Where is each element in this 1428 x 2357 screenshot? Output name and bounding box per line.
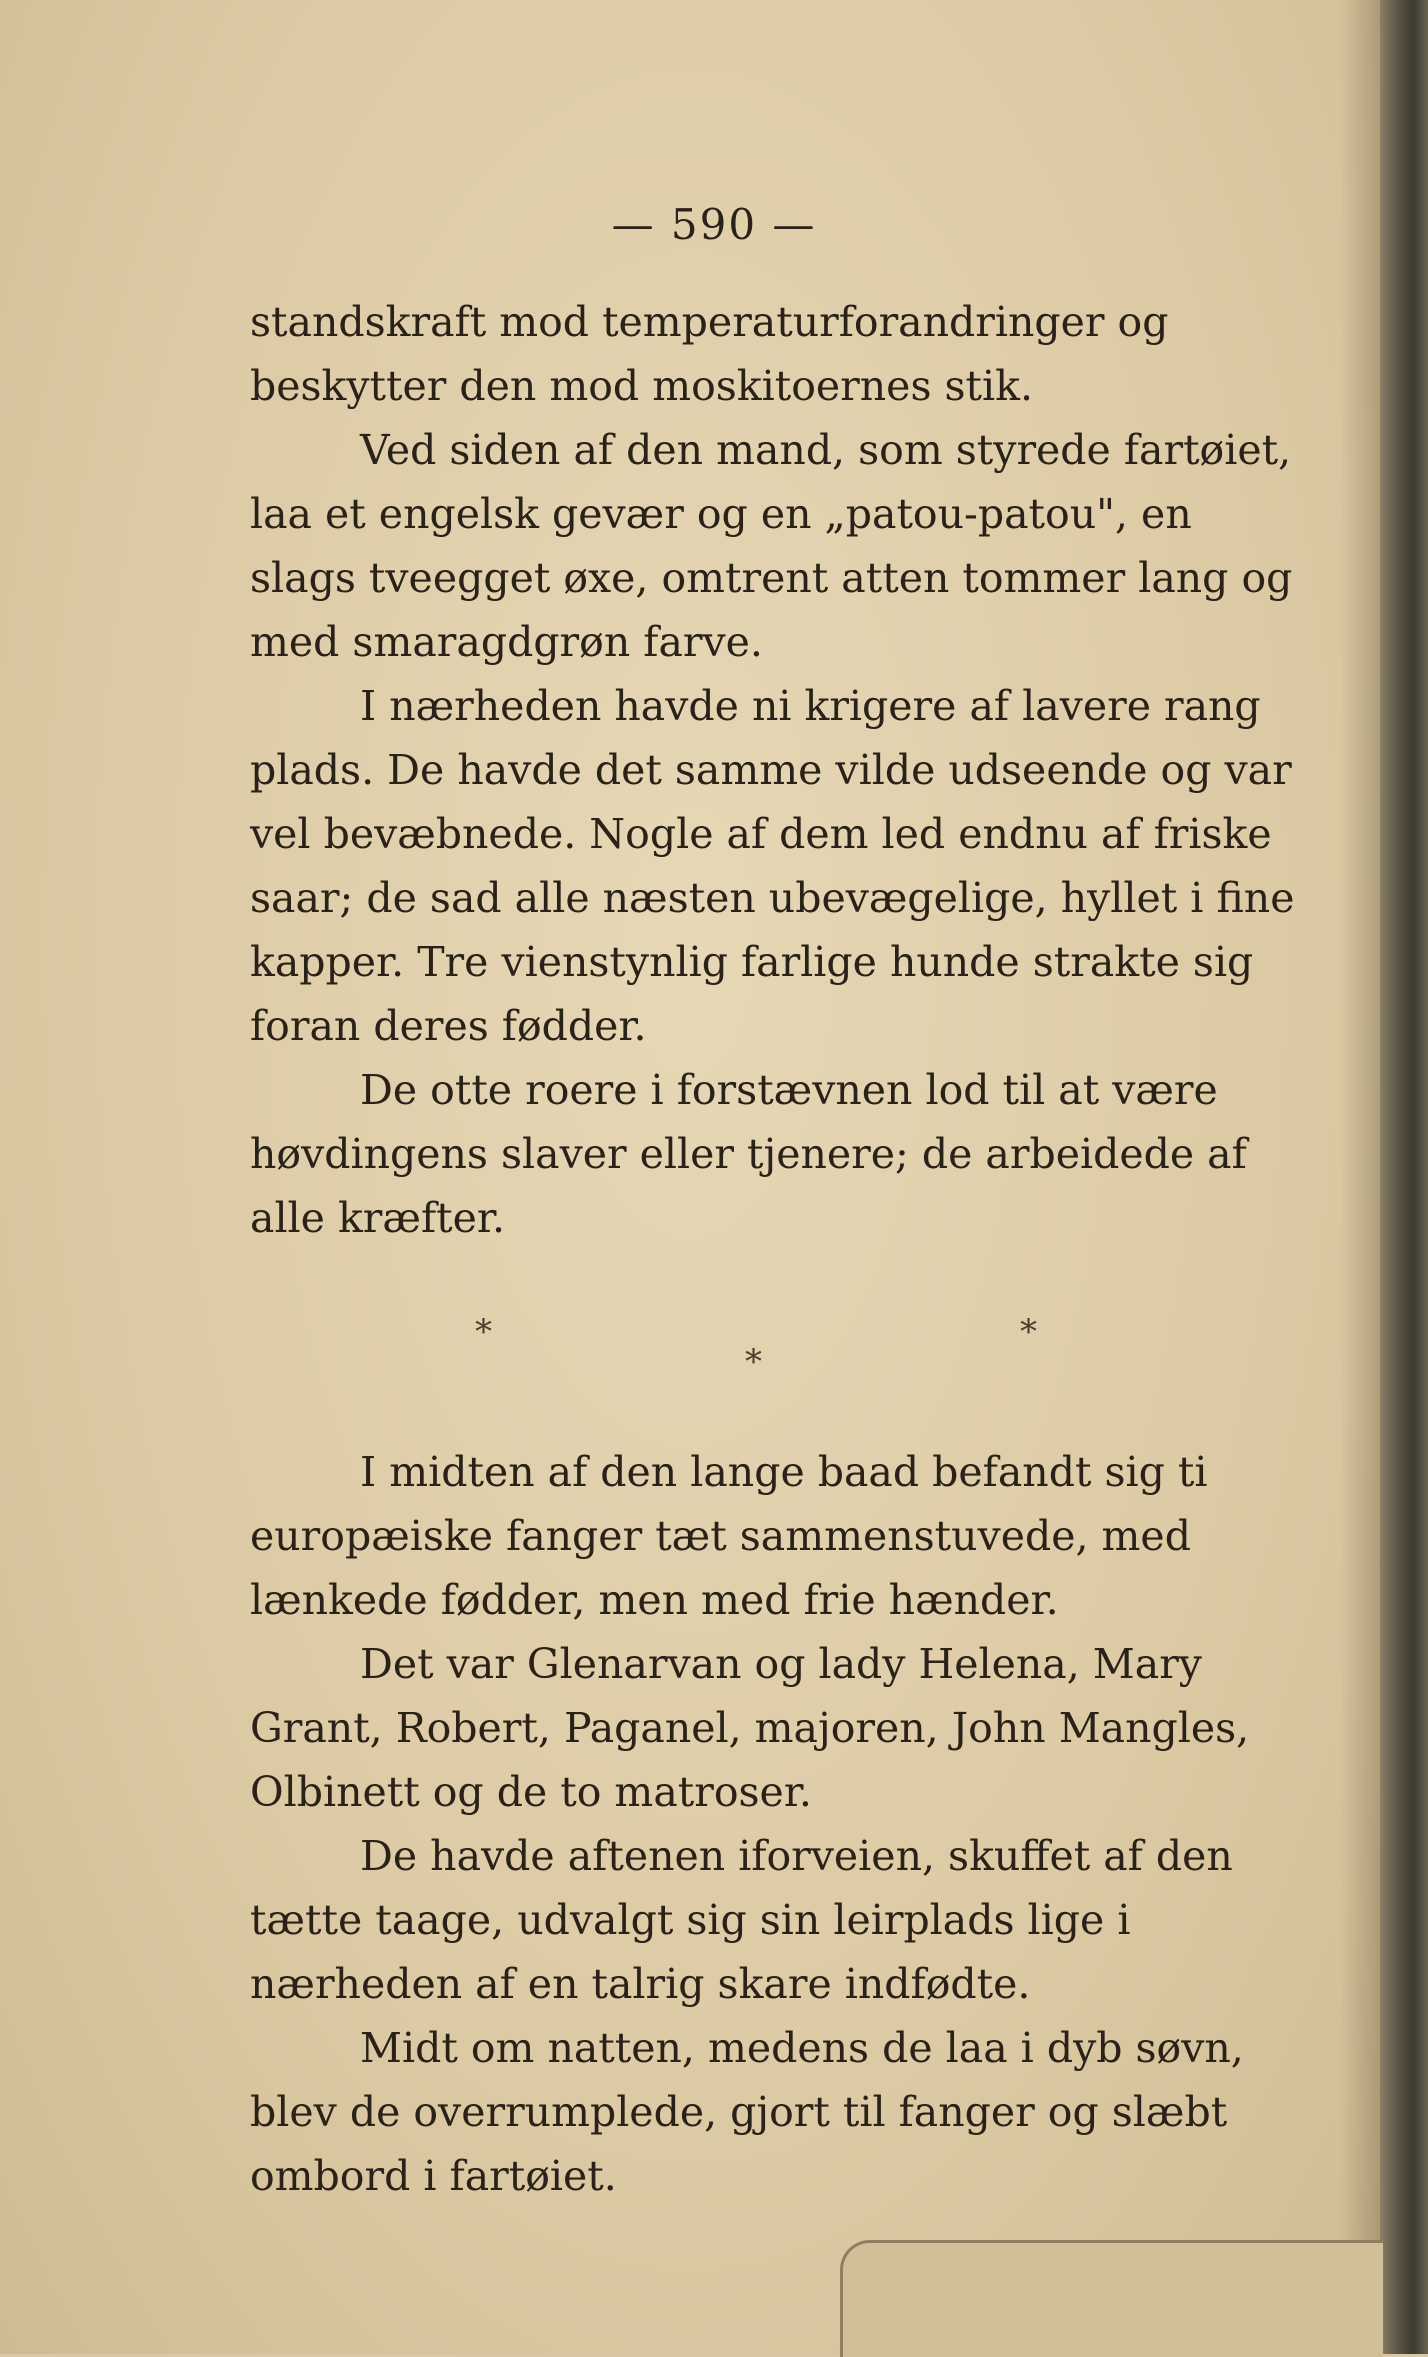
paragraph-2: Ved siden af den mand, som styrede fartøiet, laa et engelsk gevær og en „patou-patou", en slags tveegget øxe, omtrent atten tommer lang og med smaragdgrøn farve. bbox=[250, 426, 1293, 666]
separator-star-center: * bbox=[745, 1342, 762, 1382]
separator-star-right: * bbox=[1020, 1312, 1037, 1352]
separator-star-left: * bbox=[475, 1312, 492, 1352]
binding-shadow bbox=[1340, 0, 1380, 2354]
paragraph-3: I nærheden havde ni krigere af lavere rang plads. De havde det samme vilde udseende og var vel bevæbnede. Nogle af dem led endnu af friske saar; de sad alle næsten ubevægelige, hyllet i fine kapper. Tre vienstynlig farlige hunde strakte sig foran deres fødder. bbox=[250, 682, 1295, 1050]
paragraph-5: I midten af den lange baad befandt sig ti europæiske fanger tæt sammenstuvede, med lænkede fødder, men med frie hænder. bbox=[250, 1448, 1208, 1624]
book-spine bbox=[1380, 0, 1428, 2354]
body-text bbox=[250, 290, 1310, 2208]
paragraph-7: De havde aftenen iforveien, skuffet af den tætte taage, udvalgt sig sin leirplads lige i nærheden af en talrig skare indfødte. bbox=[250, 1832, 1233, 2008]
next-page-edge bbox=[840, 2240, 1383, 2357]
paragraph-8: Midt om natten, medens de laa i dyb søvn, blev de overrumplede, gjort til fanger og slæbt ombord i fartøiet. bbox=[250, 2024, 1244, 2200]
paragraph-6: Det var Glenarvan og lady Helena, Mary Grant, Robert, Paganel, majoren, John Mangles, Olbinett og de to matroser. bbox=[250, 1640, 1250, 1816]
page-number: — 590 — bbox=[611, 200, 817, 249]
paragraph-1: standskraft mod temperaturforandringer og beskytter den mod moskitoernes stik. bbox=[250, 298, 1169, 410]
paragraph-4: De otte roere i forstævnen lod til at være høvdingens slaver eller tjenere; de arbeidede af alle kræfter. bbox=[250, 1066, 1247, 1242]
section-separator bbox=[250, 1250, 1310, 1440]
